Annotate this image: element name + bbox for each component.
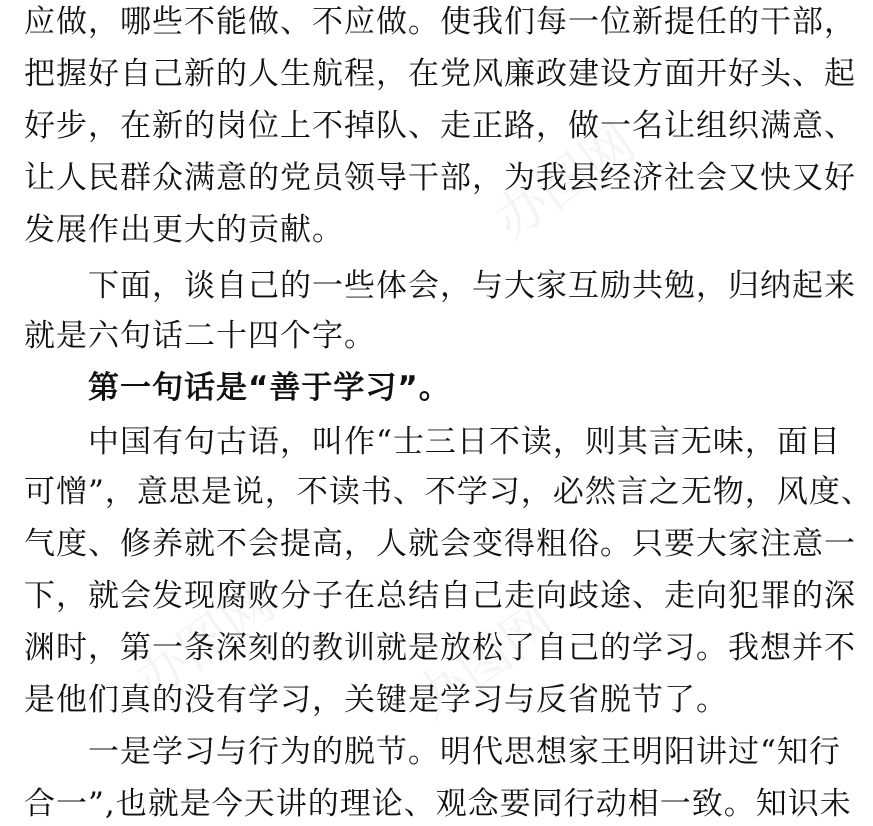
- text-line: 就是六句话二十四个字。: [24, 318, 376, 354]
- text-line: 中国有句古语，叫作“士三日不读，则其言无味，面目: [24, 424, 841, 460]
- text-line: 是他们真的没有学习，关键是学习与反省脱节了。: [24, 682, 728, 718]
- text-line: 发展作出更大的贡献。: [24, 212, 344, 248]
- text-line: 可憎”，意思是说，不读书、不学习，必然言之无物，风度、: [24, 474, 873, 510]
- text-line: 应做，哪些不能做、不应做。使我们每一位新提任的干部，: [24, 4, 856, 40]
- text-line: 合一”,也就是今天讲的理论、观念要同行动相一致。知识未: [24, 786, 852, 822]
- text-line: 让人民群众满意的党员领导干部，为我县经济社会又快又好: [24, 160, 856, 196]
- watermark: 办图网: [484, 112, 647, 252]
- text-line: 好步，在新的岗位上不掉队、走正路，做一名让组织满意、: [24, 108, 856, 144]
- watermark: 办图网: [404, 592, 567, 732]
- text-line: 气度、修养就不会提高，人就会变得粗俗。只要大家注意一: [24, 526, 856, 562]
- text-line: 把握好自己新的人生航程，在党风廉政建设方面开好头、起: [24, 56, 856, 92]
- text-line: 渊时，第一条深刻的教训就是放松了自己的学习。我想并不: [24, 630, 856, 666]
- text-line: 下面，谈自己的一些体会，与大家互励共勉，归纳起来: [24, 268, 856, 304]
- text-line: 下，就会发现腐败分子在总结自己走向歧途、走向犯罪的深: [24, 578, 856, 614]
- document-page: [24, 0, 873, 822]
- watermark: 办图网: [124, 572, 287, 712]
- section-heading: 第一句话是“善于学习”。: [24, 370, 451, 406]
- text-line: 一是学习与行为的脱节。明代思想家王明阳讲过“知行: [24, 734, 841, 770]
